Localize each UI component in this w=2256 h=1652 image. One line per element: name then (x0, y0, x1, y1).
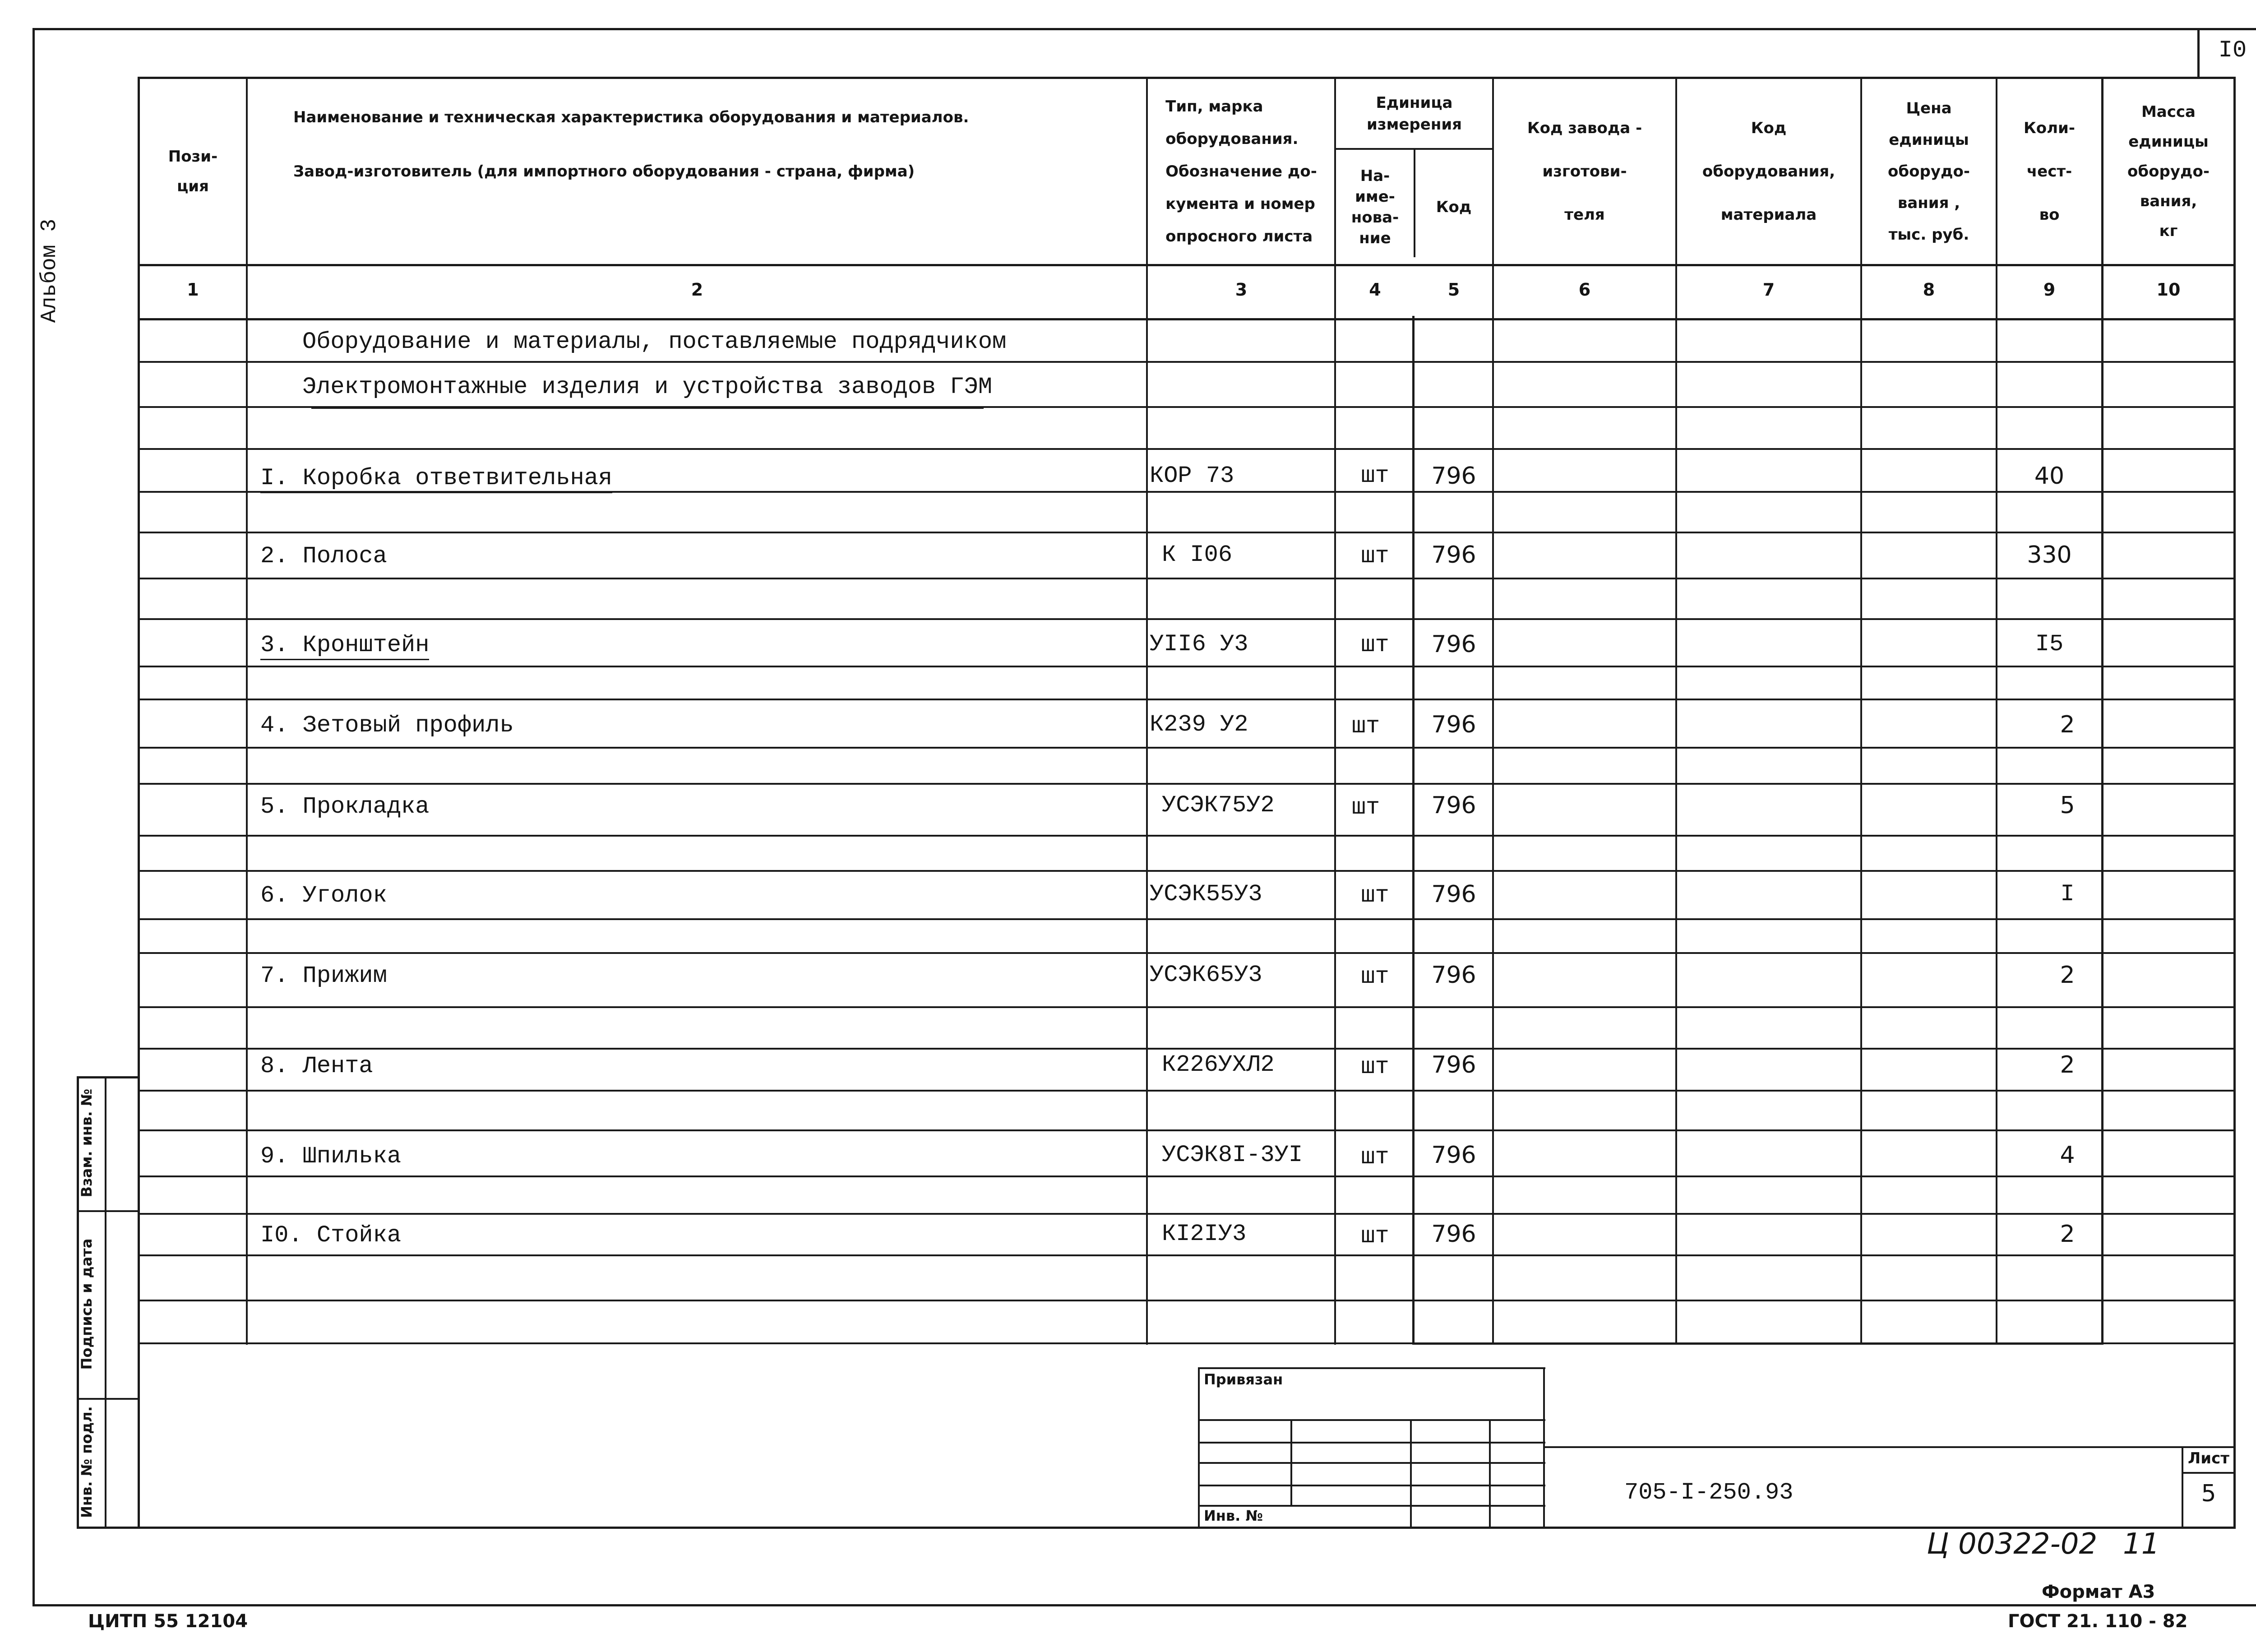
row-line (138, 918, 2236, 920)
binding-line (1198, 1505, 1545, 1507)
header-bottom-line (138, 264, 2236, 266)
item-2-name: 2. Полоса (260, 543, 387, 569)
item-10-qty: 2 (2060, 1221, 2075, 1248)
row-line (138, 532, 2236, 533)
colnum-10: 10 (2156, 280, 2181, 300)
col-line-1 (246, 77, 248, 1345)
binding-line (1198, 1485, 1545, 1486)
binding-line (1198, 1419, 1545, 1421)
item-4-type: К239 У2 (1150, 711, 1248, 738)
binding-col (1489, 1419, 1491, 1527)
item-2-code: 796 (1431, 541, 1476, 569)
binding-line (1198, 1442, 1545, 1444)
item-6-type: УСЭК55У3 (1150, 881, 1262, 907)
binding-line (1198, 1462, 1545, 1464)
header-unit-group: Единица измерения (1367, 93, 1462, 134)
binding-col (1290, 1419, 1292, 1505)
row-line (138, 666, 2236, 667)
colnum-3: 3 (1235, 280, 1248, 300)
row-line (138, 1213, 2236, 1215)
row-line (138, 835, 2236, 837)
row-line (138, 618, 2236, 620)
binding-top (1198, 1367, 1545, 1369)
item-10-type: КI2IУ3 (1162, 1221, 1247, 1247)
item-9-type: УСЭК8I-3УI (1162, 1142, 1303, 1168)
item-9-code: 796 (1431, 1142, 1476, 1169)
sheet-number: 5 (2201, 1480, 2216, 1507)
item-7-type: УСЭК65У3 (1150, 962, 1262, 988)
item-3-code: 796 (1431, 631, 1476, 658)
item-6-unit: шт (1361, 882, 1389, 909)
item-2-unit: шт (1361, 543, 1389, 569)
item-10-unit: шт (1361, 1223, 1389, 1249)
header-col5: Код (1436, 198, 1472, 216)
item-1-code: 796 (1431, 463, 1476, 490)
item-5-code: 796 (1431, 792, 1476, 819)
item-4-code: 796 (1431, 711, 1476, 738)
item-1-name: I. Коробка ответвительная (260, 465, 612, 493)
item-1-type: КОР 73 (1150, 463, 1234, 489)
header-col8: Цена единицы оборудо- вания , тыс. руб. (1888, 99, 1970, 244)
item-2-qty: 330 (2027, 541, 2072, 569)
col-line-6 (1675, 77, 1677, 1345)
item-9-unit: шт (1361, 1144, 1389, 1171)
row-line (138, 699, 2236, 700)
header-col7: Код оборудования, материала (1702, 119, 1835, 224)
handwritten-code: Ц 00322-02 (1927, 1527, 2098, 1561)
row-line (138, 747, 2236, 749)
row-line (138, 1048, 2236, 1050)
citp-label: ЦИТП 55 12104 (88, 1611, 248, 1632)
inner-frame-right (2233, 77, 2236, 1529)
item-8-code: 796 (1431, 1051, 1476, 1078)
item-7-unit: шт (1361, 963, 1389, 990)
doc-code: 705-I-250.93 (1624, 1479, 1794, 1506)
item-4-qty: 2 (2060, 711, 2075, 738)
item-1-unit: шт (1361, 463, 1389, 489)
col-line-2 (1146, 77, 1148, 1345)
header-col10: Масса единицы оборудо- вания, кг (2127, 103, 2210, 240)
section-title-underline (311, 407, 984, 409)
title-block-top (1543, 1446, 2236, 1448)
colnum-9: 9 (2043, 280, 2056, 300)
item-2-type: К I06 (1162, 541, 1233, 568)
stamp-inv-podl: Инв. № подл. (78, 1406, 95, 1518)
item-6-name: 6. Уголок (260, 882, 387, 909)
handwritten-number: 11 (2123, 1527, 2160, 1561)
stamp-vzam-inv: Взам. инв. № (78, 1088, 95, 1198)
binding-inv-label: Инв. № (1204, 1507, 1263, 1524)
item-10-name: I0. Стойка (260, 1222, 402, 1249)
col-line-8 (1996, 77, 1997, 1345)
col-line-5 (1492, 77, 1494, 1345)
item-7-qty: 2 (2060, 962, 2075, 989)
stamp-strip-divider (105, 1076, 106, 1529)
sheet-label: Лист (2188, 1449, 2229, 1467)
header-col9: Коли- чест- во (2024, 119, 2075, 224)
item-1-qty: 40 (2034, 463, 2065, 490)
item-3-name: 3. Кронштейн (260, 632, 429, 660)
sheet-cell-left (2182, 1446, 2183, 1527)
item-8-qty: 2 (2060, 1051, 2075, 1078)
binding-privyazan-label: Привязан (1204, 1371, 1283, 1388)
stamp-podpis-data: Подпись и дата (78, 1238, 95, 1370)
inner-frame-bottom (77, 1527, 2236, 1529)
album-label: Альбом 3 (37, 218, 62, 323)
colnum-6: 6 (1578, 280, 1591, 300)
item-5-unit: шт (1351, 794, 1380, 821)
row-line (138, 1175, 2236, 1177)
item-3-type: УII6 У3 (1150, 631, 1248, 657)
row-line (138, 1006, 2236, 1008)
row-line (138, 578, 2236, 579)
item-3-unit: шт (1361, 632, 1389, 658)
section-title-2: Электромонтажные изделия и устройства заводов ГЭМ (302, 374, 993, 400)
row-line (138, 783, 2236, 785)
colnum-8: 8 (1923, 280, 1935, 300)
row-line (138, 1342, 2236, 1344)
header-col4: На- име- нова- ние (1351, 167, 1399, 247)
outer-frame-top (32, 28, 2256, 30)
sheet-cell-divider (2182, 1472, 2236, 1474)
item-5-qty: 5 (2060, 792, 2075, 819)
section-title-1: Оборудование и материалы, поставляемые подрядчиком (302, 329, 1007, 355)
item-4-name: 4. Зетовый профиль (260, 712, 514, 739)
row-line (138, 448, 2236, 450)
item-7-code: 796 (1431, 962, 1476, 989)
item-8-unit: шт (1361, 1054, 1389, 1080)
outer-frame-left (32, 28, 35, 1606)
colnum-7: 7 (1762, 280, 1775, 300)
item-9-qty: 4 (2060, 1142, 2075, 1169)
colnum-5: 5 (1447, 280, 1460, 300)
binding-left (1198, 1367, 1200, 1527)
stamp-line-1 (77, 1210, 140, 1212)
item-7-name: 7. Прижим (260, 963, 387, 989)
item-8-type: К226УХЛ2 (1162, 1051, 1275, 1078)
item-9-name: 9. Шпилька (260, 1143, 402, 1170)
row-line (138, 1254, 2236, 1256)
colnum-1: 1 (187, 280, 199, 300)
colnum-2: 2 (691, 280, 703, 300)
colnum-bottom-line (138, 318, 2236, 320)
item-8-name: 8. Лента (260, 1053, 373, 1079)
header-col3: Тип, марка оборудования. Обозначение до- кумента и номер опросного листа (1165, 97, 1317, 245)
row-line (138, 1129, 2236, 1131)
corner-sheet-number: I0 (2218, 37, 2247, 64)
row-line (138, 870, 2236, 872)
format-label: Формат А3 (2042, 1582, 2155, 1602)
outer-frame-bottom (32, 1604, 2256, 1606)
row-line (138, 952, 2236, 954)
gost-label: ГОСТ 21. 110 - 82 (2008, 1611, 2188, 1632)
item-5-type: УСЭК75У2 (1162, 792, 1275, 819)
col-line-7 (1860, 77, 1862, 1345)
binding-col (1410, 1419, 1412, 1527)
row-line (138, 1090, 2236, 1092)
item-4-unit: шт (1351, 713, 1380, 740)
header-col1: Пози- ция (168, 148, 218, 195)
row-line (138, 361, 2236, 363)
colnum-4: 4 (1369, 280, 1381, 300)
item-5-name: 5. Прокладка (260, 793, 430, 820)
item-10-code: 796 (1431, 1221, 1476, 1248)
header-col2: Наименование и техническая характеристика оборудования и материалов. Завод-изготовитель (для импортного оборудования - страна, фирма) (293, 108, 969, 180)
item-3-qty: I5 (2035, 631, 2064, 657)
row-line (138, 1300, 2236, 1301)
item-6-qty: I (2060, 881, 2075, 907)
header-col6: Код завода - изготови- теля (1527, 119, 1642, 224)
col-line-3 (1334, 77, 1336, 1345)
item-6-code: 796 (1431, 881, 1476, 908)
